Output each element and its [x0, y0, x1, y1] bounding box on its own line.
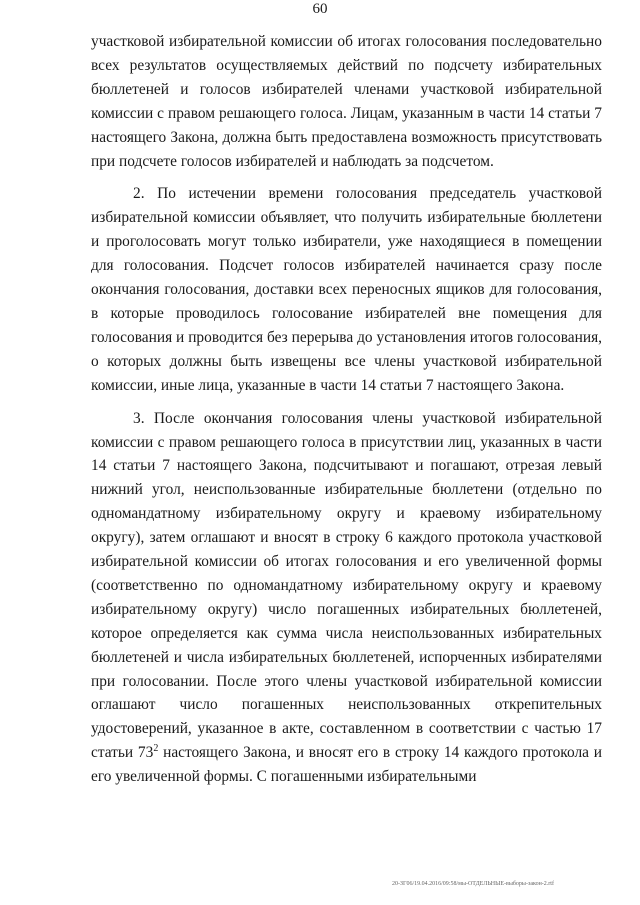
- document-body: [91, 30, 602, 789]
- footer-file-path: 20-ЗГ06/19.04.2016/09:58/мы-ОТДЕЛЬНЫЕ-выборы-закон-2.rtf: [392, 881, 554, 887]
- paragraph-3-text: 3. После окончания голосования члены участковой избирательной комиссии с правом решающего голоса в присутствии лиц, указанных в части 14 статьи 7 настоящего Закона, подсчитывают и погашают, отрезая левый нижний угол, неиспользованные избирательные бюллетени (отдельно по одномандатному избирательному округу и краевому избирательному округу), затем оглашают и вносят в строку 6 каждого протокола участковой избирательной комиссии об итогах голосования и его увеличенной формы (соответственно по одномандатному избирательному округу и краевому избирательному округу) число погашенных избирательных бюллетеней, которое определяется как сумма числа неиспользованных избирательных бюллетеней и числа избирательных бюллетеней, испорченных избирателями при голосовании. После этого члены участковой избирательной комиссии оглашают число погашенных неиспользованных открепительных удостоверений, указанное в акте, составленном в соответствии с частью 17 статьи 73: [91, 409, 602, 762]
- paragraph-3-text-end: настоящего Закона, и вносят его в строку 14 каждого протокола и его увеличенной формы. С погашенными избирательными: [91, 744, 602, 786]
- page-number: 60: [312, 1, 328, 17]
- paragraph-2: 2. По истечении времени голосования председатель участковой избирательной комиссии объявляет, что получить избирательные бюллетени и проголосовать могут только избиратели, уже находящиеся в помещении для голосования. Подсчет голосов избирателей начинается сразу после окончания голосования, доставки всех переносных ящиков для голосования, в которые проводилось голосование избирателей вне помещения для голосования и проводится без перерыва до установления итогов голосования, о которых должны быть извещены все члены участковой избирательной комиссии, иные лица, указанные в части 14 статьи 7 настоящего Закона.: [91, 185, 602, 394]
- paragraph-continuation: участковой избирательной комиссии об итогах голосования последовательно всех результатов осуществляемых действий по подсчету избирательных бюллетеней и голосов избирателей членами участковой избирательной комиссии с правом решающего голоса. Лицам, указанным в части 14 статьи 7 настоящего Закона, должна быть предоставлена возможность присутствовать при подсчете голосов избирателей и наблюдать за подсчетом.: [91, 33, 602, 170]
- paragraph-3: [91, 407, 602, 790]
- article-superscript: 2: [153, 743, 159, 755]
